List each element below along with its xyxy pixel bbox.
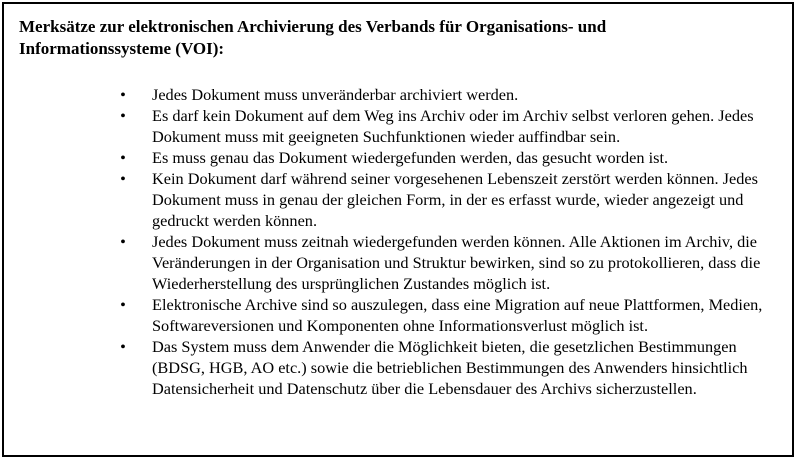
list-item-text: Das System muss dem Anwender die Möglichkeit bieten, die gesetzlichen Bestimmungen (BDSG, HGB, AO etc.) sowie die betrieblichen Bestimmungen des Anwenders hinsichtlich Datensicherheit und Datenschutz über die Lebensdauer des Archivs sicherzustellen. <box>152 337 748 398</box>
document-title: Merksätze zur elektronischen Archivierung des Verbands für Organisations- und Informationssysteme (VOI): <box>19 17 607 58</box>
bullet-icon: • <box>120 295 126 314</box>
list-item <box>118 84 778 105</box>
list-item-text: Kein Dokument darf während seiner vorgesehenen Lebenszeit zerstört werden können. Jedes Dokument muss in genau der gleichen Form, in der es erfasst wurde, wieder angezeigt und gedruckt werden können. <box>152 169 758 230</box>
list-item <box>118 294 778 336</box>
list-item <box>118 147 778 168</box>
list-item-text: Elektronische Archive sind so auszulegen, dass eine Migration auf neue Plattformen, Medien, Softwareversionen und Komponenten ohne Informationsverlust möglich ist. <box>152 295 763 335</box>
list-item-text: Es muss genau das Dokument wiedergefunden werden, das gesucht worden ist. <box>152 148 669 167</box>
bullet-icon: • <box>120 85 126 104</box>
list-item-text: Es darf kein Dokument auf dem Weg ins Archiv oder im Archiv selbst verloren gehen. Jedes Dokument muss mit geeigneten Suchfunktionen wieder auffindbar sein. <box>152 106 754 146</box>
document-frame <box>2 2 794 457</box>
list-item-text: Jedes Dokument muss unveränderbar archiviert werden. <box>152 85 519 104</box>
bullet-icon: • <box>120 106 126 125</box>
list-item-text: Jedes Dokument muss zeitnah wiedergefunden werden können. Alle Aktionen im Archiv, die Veränderungen in der Organisation und Struktur bewirken, sind so zu protokollieren, dass die Wiederherstellung des ursprünglichen Zustandes möglich ist. <box>152 232 761 293</box>
bullet-icon: • <box>120 337 126 356</box>
list-item <box>118 168 778 231</box>
bullet-icon: • <box>120 148 126 167</box>
list-item <box>118 336 778 399</box>
bullet-list <box>118 84 778 399</box>
bullet-icon: • <box>120 169 126 188</box>
list-item <box>118 231 778 294</box>
bullet-icon: • <box>120 232 126 251</box>
list-item <box>118 105 778 147</box>
